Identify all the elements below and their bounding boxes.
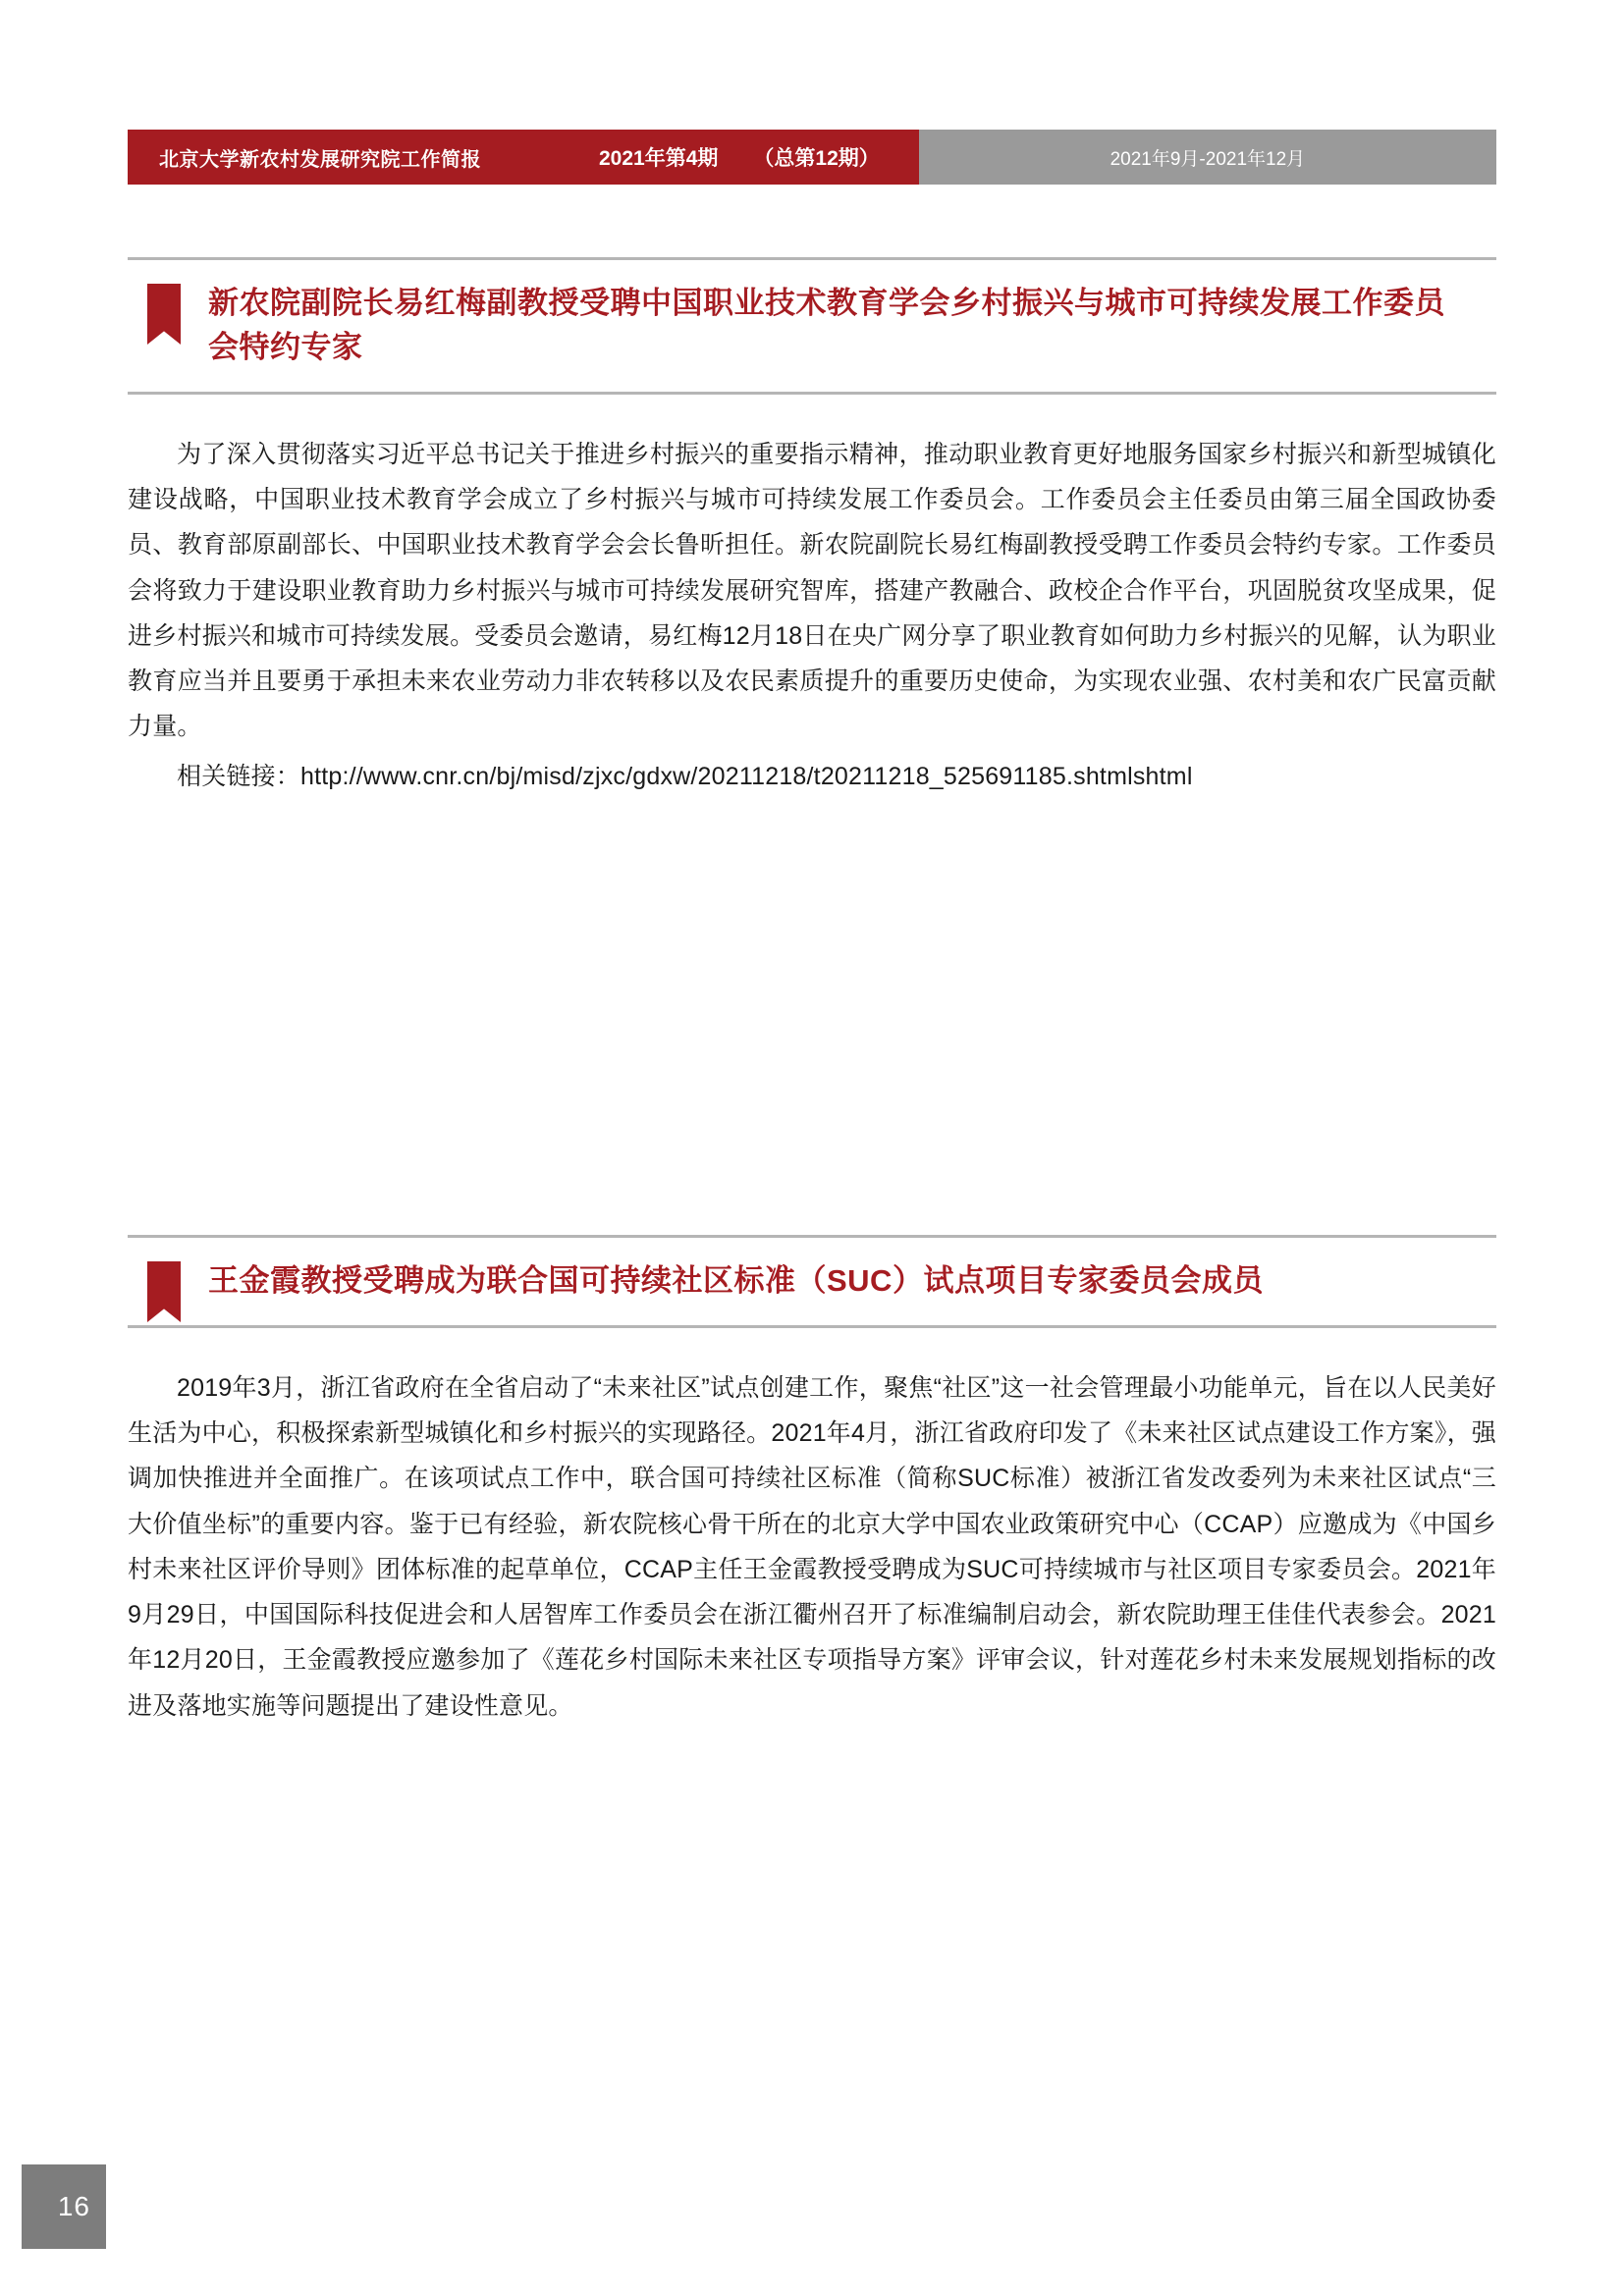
bookmark-flag-icon [147, 1261, 181, 1322]
page-number: 16 [57, 2191, 90, 2221]
article-section-1 [128, 257, 1496, 803]
header-issue-number: （总第12期） [753, 147, 880, 170]
header-date-range: 2021年9月-2021年12月 [919, 130, 1496, 185]
header-title: 北京大学新农村发展研究院工作简报 [159, 148, 481, 171]
article-title-2: 王金霞教授受聘成为联合国可持续社区标准（SUC）试点项目专家委员会成员 [208, 1263, 1264, 1298]
article-paragraph: 2019年3月，浙江省政府在全省启动了“未来社区”试点创建工作，聚焦“社区”这一社会管理最小功能单元，旨在以人民美好生活为中心，积极探索新型城镇化和乡村振兴的实现路径。2021年4月，浙江省政府印发了《未来社区试点建设工作方案》，强调加快推进并全面推广。在该项试点工作中，联合国可持续社区标准（简称SUC标准）被浙江省发改委列为未来社区试点“三大价值坐标”的重要内容。鉴于已有经验，新农院核心骨干所在的北京大学中国农业政策研究中心（CCAP）应邀成为《中国乡村未来社区评价导则》团体标准的起草单位，CCAP主任王金霞教授受聘成为SUC可持续城市与社区项目专家委员会。2021年9月29日，中国国际科技促进会和人居智库工作委员会在浙江衢州召开了标准编制启动会，新农院助理王佳佳代表参会。2021年12月20日，王金霞教授应邀参加了《莲花乡村国际未来社区专项指导方案》评审会议，针对莲花乡村未来发展规划指标的改进及落地实施等问题提出了建设性意见。 [128, 1373, 1496, 1720]
article-title-1: 新农院副院长易红梅副教授受聘中国职业技术教育学会乡村振兴与城市可持续发展工作委员会特约专家 [208, 286, 1445, 364]
article-body-2 [128, 1365, 1496, 1729]
article-link-paragraph: 相关链接：http://www.cnr.cn/bj/misd/zjxc/gdxw/20211218/t20211218_525691185.shtmlshtml [177, 762, 1193, 790]
article-body-1 [128, 432, 1496, 799]
bookmark-flag-icon [147, 284, 181, 345]
article-section-2 [128, 1235, 1496, 1733]
article-heading-block-2 [128, 1235, 1496, 1328]
header-red-band [128, 130, 919, 185]
article-heading-block-1 [128, 257, 1496, 395]
article-paragraph: 为了深入贯彻落实习近平总书记关于推进乡村振兴的重要指示精神，推动职业教育更好地服务国家乡村振兴和新型城镇化建设战略，中国职业技术教育学会成立了乡村振兴与城市可持续发展工作委员会。工作委员会主任委员由第三届全国政协委员、教育部原副部长、中国职业技术教育学会会长鲁昕担任。新农院副院长易红梅副教授受聘工作委员会特约专家。工作委员会将致力于建设职业教育助力乡村振兴与城市可持续发展研究智库，搭建产教融合、政校企合作平台，巩固脱贫攻坚成果，促进乡村振兴和城市可持续发展。受委员会邀请，易红梅12月18日在央广网分享了职业教育如何助力乡村振兴的见解，认为职业教育应当并且要勇于承担未来农业劳动力非农转移以及农民素质提升的重要历史使命，为实现农业强、农村美和农广民富贡献力量。 [128, 440, 1496, 741]
page-number-badge [22, 2164, 106, 2249]
header-issue: 2021年第4期 [599, 147, 719, 170]
page-header [128, 130, 1496, 185]
